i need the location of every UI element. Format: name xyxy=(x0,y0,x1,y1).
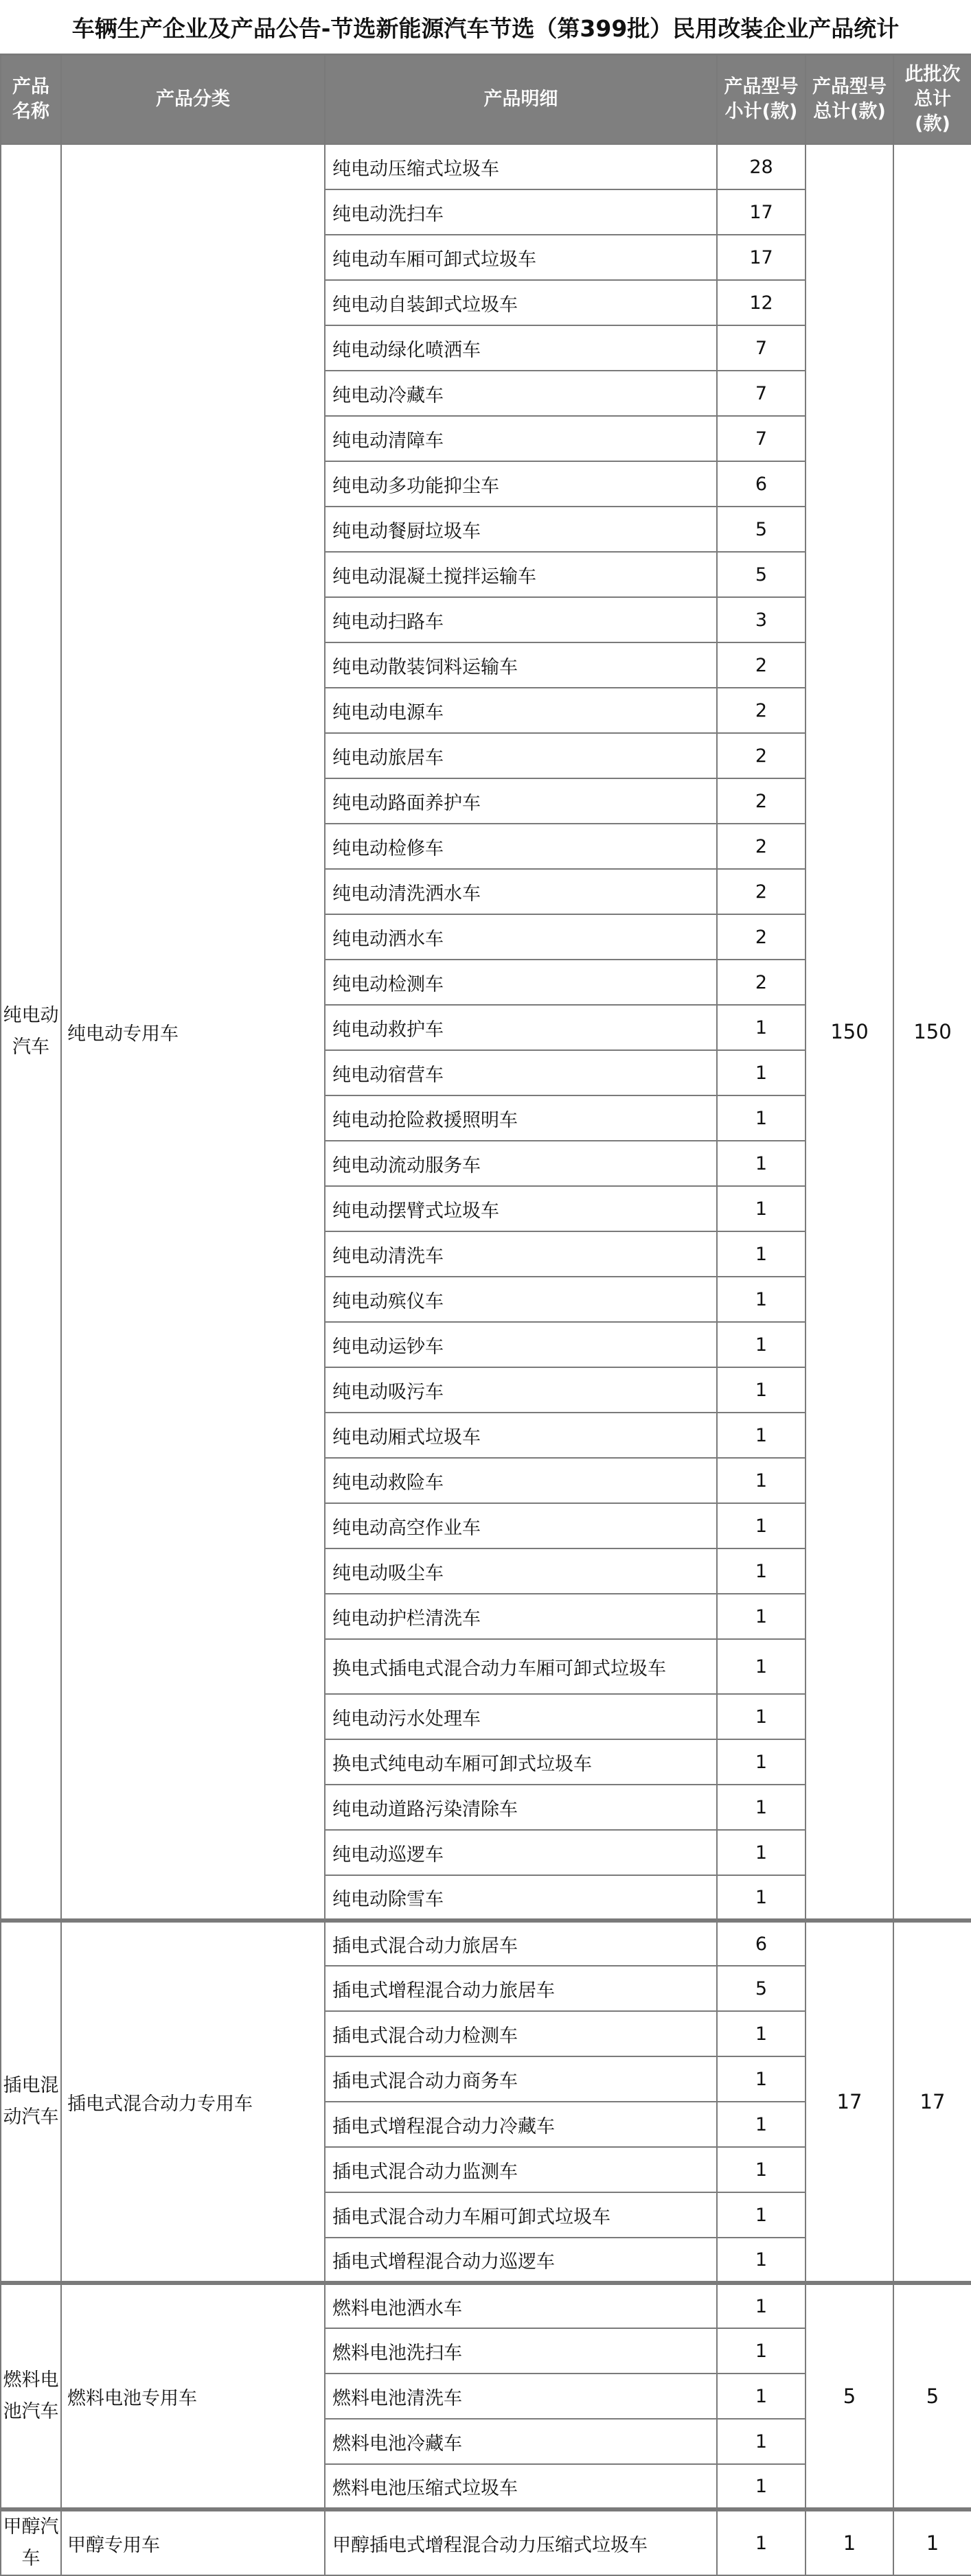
category-cell: 甲醇专用车 xyxy=(61,2509,325,2575)
total-cell: 150 xyxy=(806,144,893,1921)
subtotal-cell: 1 xyxy=(717,2056,806,2102)
total-cell: 17 xyxy=(806,1921,893,2283)
subtotal-cell: 2 xyxy=(717,824,806,869)
detail-cell: 插电式混合动力商务车 xyxy=(325,2056,717,2102)
subtotal-cell: 1 xyxy=(717,2328,806,2374)
subtotal-cell: 2 xyxy=(717,688,806,733)
category-cell: 纯电动专用车 xyxy=(61,144,325,1921)
subtotal-cell: 6 xyxy=(717,1921,806,1966)
detail-cell: 插电式混合动力车厢可卸式垃圾车 xyxy=(325,2192,717,2238)
subtotal-cell: 1 xyxy=(717,1458,806,1503)
detail-cell: 纯电动压缩式垃圾车 xyxy=(325,144,717,189)
header-detail: 产品明细 xyxy=(325,55,717,144)
total-cell: 1 xyxy=(806,2509,893,2575)
subtotal-cell: 1 xyxy=(717,1830,806,1875)
detail-cell: 插电式增程混合动力旅居车 xyxy=(325,1966,717,2011)
detail-cell: 纯电动摆臂式垃圾车 xyxy=(325,1186,717,1231)
detail-cell: 纯电动清障车 xyxy=(325,416,717,461)
subtotal-cell: 1 xyxy=(717,2102,806,2147)
subtotal-cell: 1 xyxy=(717,1141,806,1186)
batch-total-cell: 1 xyxy=(893,2509,971,2575)
detail-cell: 纯电动巡逻车 xyxy=(325,1830,717,1875)
subtotal-cell: 2 xyxy=(717,642,806,688)
detail-cell: 纯电动洒水车 xyxy=(325,914,717,960)
header-total: 产品型号总计(款) xyxy=(806,55,893,144)
batch-total-cell: 5 xyxy=(893,2283,971,2509)
subtotal-cell: 17 xyxy=(717,189,806,235)
detail-cell: 纯电动电源车 xyxy=(325,688,717,733)
subtotal-cell: 1 xyxy=(717,2283,806,2328)
subtotal-cell: 28 xyxy=(717,144,806,189)
subtotal-cell: 2 xyxy=(717,778,806,824)
detail-cell: 插电式混合动力检测车 xyxy=(325,2011,717,2056)
subtotal-cell: 17 xyxy=(717,235,806,280)
subtotal-cell: 5 xyxy=(717,1966,806,2011)
header-category: 产品分类 xyxy=(61,55,325,144)
detail-cell: 纯电动路面养护车 xyxy=(325,778,717,824)
subtotal-cell: 1 xyxy=(717,1277,806,1322)
subtotal-cell: 1 xyxy=(717,1095,806,1141)
detail-cell: 甲醇插电式增程混合动力压缩式垃圾车 xyxy=(325,2509,717,2575)
detail-cell: 纯电动运钞车 xyxy=(325,1322,717,1367)
detail-cell: 纯电动绿化喷洒车 xyxy=(325,325,717,371)
detail-cell: 纯电动道路污染清除车 xyxy=(325,1785,717,1830)
subtotal-cell: 1 xyxy=(717,2238,806,2283)
table-row xyxy=(1,1921,971,1966)
detail-cell: 纯电动救护车 xyxy=(325,1005,717,1050)
subtotal-cell: 1 xyxy=(717,1367,806,1413)
category-cell: 燃料电池专用车 xyxy=(61,2283,325,2509)
subtotal-cell: 2 xyxy=(717,960,806,1005)
subtotal-cell: 1 xyxy=(717,1639,806,1694)
detail-cell: 燃料电池清洗车 xyxy=(325,2374,717,2419)
subtotal-cell: 1 xyxy=(717,1322,806,1367)
header-subtotal: 产品型号小计(款) xyxy=(717,55,806,144)
detail-cell: 燃料电池洒水车 xyxy=(325,2283,717,2328)
detail-cell: 纯电动除雪车 xyxy=(325,1875,717,1921)
batch-total-cell: 150 xyxy=(893,144,971,1921)
batch-total-cell: 17 xyxy=(893,1921,971,2283)
subtotal-cell: 3 xyxy=(717,597,806,642)
subtotal-cell: 1 xyxy=(717,1503,806,1548)
detail-cell: 燃料电池冷藏车 xyxy=(325,2419,717,2464)
detail-cell: 纯电动车厢可卸式垃圾车 xyxy=(325,235,717,280)
detail-cell: 纯电动救险车 xyxy=(325,1458,717,1503)
detail-cell: 纯电动冷藏车 xyxy=(325,371,717,416)
detail-cell: 纯电动检测车 xyxy=(325,960,717,1005)
detail-cell: 纯电动殡仪车 xyxy=(325,1277,717,1322)
detail-cell: 插电式混合动力监测车 xyxy=(325,2147,717,2192)
subtotal-cell: 1 xyxy=(717,1413,806,1458)
subtotal-cell: 2 xyxy=(717,869,806,914)
subtotal-cell: 5 xyxy=(717,507,806,552)
detail-cell: 纯电动混凝土搅拌运输车 xyxy=(325,552,717,597)
header-name: 产品名称 xyxy=(1,55,61,144)
header-batch-total: 此批次总计(款) xyxy=(893,55,971,144)
stats-table xyxy=(0,54,971,2576)
table-body xyxy=(1,144,971,2575)
subtotal-cell: 2 xyxy=(717,914,806,960)
subtotal-cell: 1 xyxy=(717,1548,806,1594)
detail-cell: 纯电动厢式垃圾车 xyxy=(325,1413,717,1458)
product-name-cell: 插电混动汽车 xyxy=(1,1921,61,2283)
detail-cell: 纯电动自装卸式垃圾车 xyxy=(325,280,717,325)
detail-cell: 燃料电池洗扫车 xyxy=(325,2328,717,2374)
subtotal-cell: 1 xyxy=(717,1005,806,1050)
subtotal-cell: 7 xyxy=(717,416,806,461)
detail-cell: 纯电动流动服务车 xyxy=(325,1141,717,1186)
subtotal-cell: 1 xyxy=(717,2419,806,2464)
subtotal-cell: 6 xyxy=(717,461,806,507)
detail-cell: 纯电动抢险救援照明车 xyxy=(325,1095,717,1141)
category-cell: 插电式混合动力专用车 xyxy=(61,1921,325,2283)
subtotal-cell: 1 xyxy=(717,2011,806,2056)
subtotal-cell: 1 xyxy=(717,1875,806,1921)
detail-cell: 纯电动洗扫车 xyxy=(325,189,717,235)
subtotal-cell: 2 xyxy=(717,733,806,778)
subtotal-cell: 1 xyxy=(717,2509,806,2575)
detail-cell: 纯电动清洗车 xyxy=(325,1231,717,1277)
subtotal-cell: 1 xyxy=(717,1739,806,1785)
table-row xyxy=(1,144,971,189)
product-name-cell: 纯电动汽车 xyxy=(1,144,61,1921)
detail-cell: 纯电动检修车 xyxy=(325,824,717,869)
detail-cell: 燃料电池压缩式垃圾车 xyxy=(325,2464,717,2509)
detail-cell: 纯电动清洗洒水车 xyxy=(325,869,717,914)
detail-cell: 纯电动吸污车 xyxy=(325,1367,717,1413)
subtotal-cell: 7 xyxy=(717,325,806,371)
subtotal-cell: 1 xyxy=(717,2464,806,2509)
detail-cell: 纯电动扫路车 xyxy=(325,597,717,642)
subtotal-cell: 1 xyxy=(717,1186,806,1231)
detail-cell: 纯电动宿营车 xyxy=(325,1050,717,1095)
detail-cell: 换电式插电式混合动力车厢可卸式垃圾车 xyxy=(325,1639,717,1694)
subtotal-cell: 1 xyxy=(717,1231,806,1277)
detail-cell: 换电式纯电动车厢可卸式垃圾车 xyxy=(325,1739,717,1785)
page-title: 车辆生产企业及产品公告-节选新能源汽车节选（第399批）民用改装企业产品统计 xyxy=(0,0,971,55)
detail-cell: 纯电动护栏清洗车 xyxy=(325,1594,717,1639)
product-name-cell: 燃料电池汽车 xyxy=(1,2283,61,2509)
subtotal-cell: 7 xyxy=(717,371,806,416)
detail-cell: 纯电动污水处理车 xyxy=(325,1694,717,1739)
header-row xyxy=(1,55,971,144)
subtotal-cell: 1 xyxy=(717,2147,806,2192)
detail-cell: 插电式增程混合动力冷藏车 xyxy=(325,2102,717,2147)
product-name-cell: 甲醇汽车 xyxy=(1,2509,61,2575)
subtotal-cell: 1 xyxy=(717,2192,806,2238)
detail-cell: 纯电动多功能抑尘车 xyxy=(325,461,717,507)
subtotal-cell: 1 xyxy=(717,1594,806,1639)
detail-cell: 纯电动高空作业车 xyxy=(325,1503,717,1548)
subtotal-cell: 1 xyxy=(717,1050,806,1095)
subtotal-cell: 5 xyxy=(717,552,806,597)
table-row xyxy=(1,2283,971,2328)
detail-cell: 纯电动散装饲料运输车 xyxy=(325,642,717,688)
detail-cell: 纯电动餐厨垃圾车 xyxy=(325,507,717,552)
detail-cell: 插电式增程混合动力巡逻车 xyxy=(325,2238,717,2283)
subtotal-cell: 1 xyxy=(717,2374,806,2419)
total-cell: 5 xyxy=(806,2283,893,2509)
detail-cell: 纯电动旅居车 xyxy=(325,733,717,778)
subtotal-cell: 1 xyxy=(717,1694,806,1739)
detail-cell: 纯电动吸尘车 xyxy=(325,1548,717,1594)
table-row xyxy=(1,2509,971,2575)
detail-cell: 插电式混合动力旅居车 xyxy=(325,1921,717,1966)
subtotal-cell: 12 xyxy=(717,280,806,325)
subtotal-cell: 1 xyxy=(717,1785,806,1830)
